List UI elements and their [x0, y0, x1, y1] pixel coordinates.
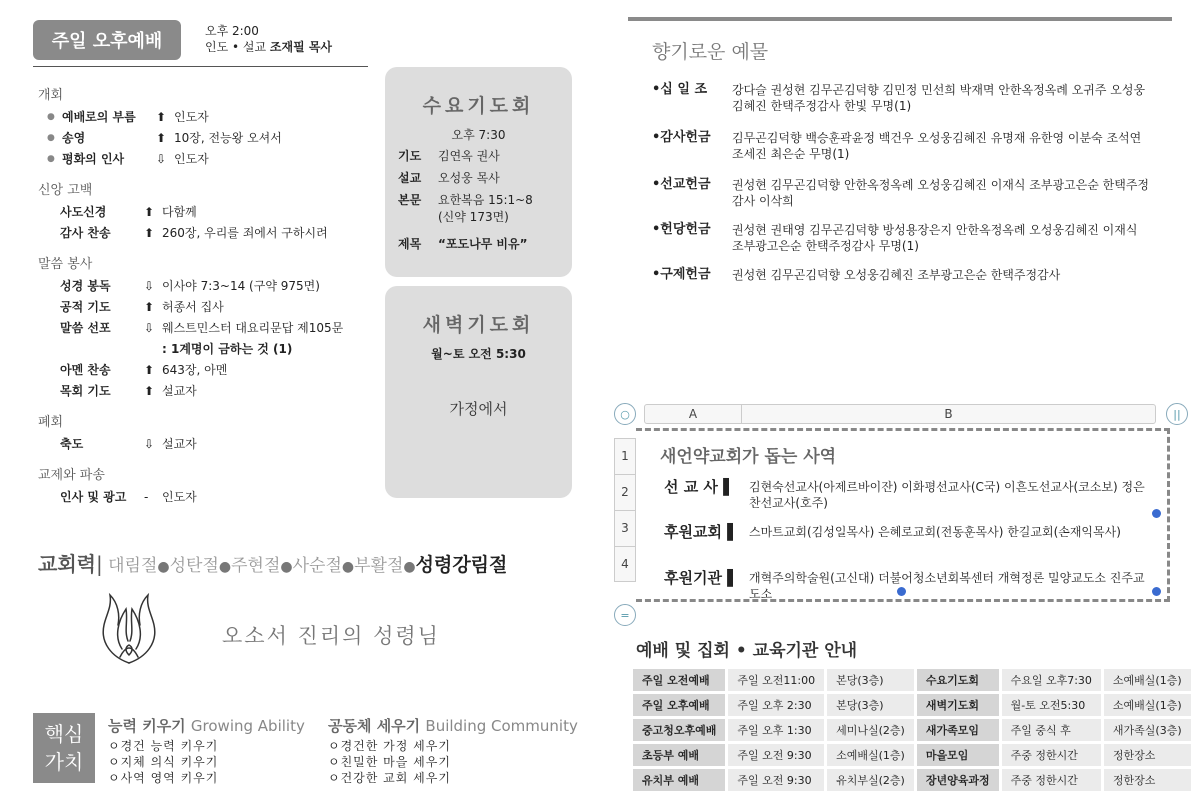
wednesday-row: 설교 오성웅 목사 — [398, 171, 500, 185]
order-item: 공적 기도 ⬆ 허종서 집사 — [60, 299, 224, 314]
core-value-title: 공동체 세우기 Building Community — [328, 717, 578, 735]
mission-title: 새언약교회가 돕는 사역 — [660, 447, 837, 467]
core-value-item: ㅇ경건한 가정 세우기 — [328, 739, 451, 753]
wednesday-time: 오후 7:30 — [451, 128, 506, 142]
church-calendar: 교회력| 대림절●성탄절●주현절●사순절●부활절●성령강림절 — [38, 552, 508, 576]
season: 부활절 — [354, 556, 404, 576]
order-of-service — [38, 84, 378, 507]
core-value-community — [328, 718, 578, 786]
row-headers — [614, 438, 636, 582]
core-value-ability — [108, 718, 305, 786]
mission-row: 후원기관 ▌ 개혁주의학술원(고신대) 더불어청소년회복센터 개혁정론 밀양교도소 진주교도소 — [664, 569, 1145, 601]
section-heading: 신앙 고백 — [38, 183, 93, 198]
core-value-item: ㅇ건강한 교회 세우기 — [328, 771, 451, 785]
dove-flame-icon — [92, 585, 166, 669]
service-info — [205, 23, 332, 55]
schedule-table — [630, 666, 1194, 794]
order-item: ● 예배로의 부름 ⬆ 인도자 — [47, 109, 209, 124]
order-item-continued: : 1계명이 금하는 것 (1) — [162, 342, 293, 356]
current-season: 성령강림절 — [415, 554, 508, 576]
schedule-title: 예배 및 집회 • 교육기관 안내 — [636, 641, 858, 661]
wednesday-prayer-box — [385, 67, 572, 277]
calendar-label: 교회력 — [38, 552, 96, 576]
section-heading: 개회 — [38, 88, 64, 103]
title-divider — [33, 66, 368, 67]
table-row: 주일 오후예배 주일 오후 2:30 본당(3층) 새벽기도회 월-토 오전5:30 소예배실(1층) — [633, 694, 1191, 716]
dawn-place: 가정에서 — [449, 400, 508, 418]
core-value-item: ㅇ경건 능력 키우기 — [108, 739, 219, 753]
service-title: 주일 오후예배 — [33, 20, 181, 60]
resize-dot-corner[interactable] — [1152, 587, 1161, 596]
order-item: 감사 찬송 ⬆ 260장, 우리를 죄에서 구하시려 — [60, 225, 328, 240]
wednesday-row: (신약 173면) — [438, 210, 509, 224]
order-item: 말씀 선포 ⇩ 웨스트민스터 대요리문답 제105문 — [60, 320, 344, 335]
table-row: 유치부 예배 주일 오전 9:30 유치부실(2층) 장년양육과정 주중 정한시간 정한장소 — [633, 769, 1191, 791]
table-row: 중고청오후예배 주일 오후 1:30 세미나실(2층) 새가족모임 주일 중식 후 새가족실(3층) — [633, 719, 1191, 741]
core-value-title: 능력 키우기 Growing Ability — [108, 717, 305, 735]
core-value-item: ㅇ사역 영역 키우기 — [108, 771, 219, 785]
mission-row: 후원교회 ▌ 스마트교회(김성일목사) 은혜로교회(전동훈목사) 한길교회(손재익목사) — [664, 523, 1121, 541]
dawn-prayer-box — [385, 286, 572, 498]
column-header-bar — [644, 404, 1156, 424]
wednesday-row: 제목 “포도나무 비유” — [398, 237, 528, 251]
order-item: 사도신경 ⬆ 다함께 — [60, 204, 197, 219]
order-item: 축도 ⇩ 설교자 — [60, 436, 197, 451]
wednesday-row: 기도 김연옥 권사 — [398, 149, 500, 163]
row-header[interactable]: 1 — [614, 438, 636, 474]
season: 사순절 — [292, 556, 342, 576]
offering-row: •감사헌금 김무곤김덕향 백승훈곽윤정 백건우 오성웅김혜진 유명재 유한영 이분숙 조석연 조세진 최은순 무명(1) — [652, 130, 1142, 161]
row-header[interactable]: 2 — [614, 474, 636, 510]
column-header-a[interactable]: A — [645, 405, 742, 423]
service-time: 오후 2:00 — [205, 24, 259, 38]
select-all-handle[interactable]: ○ — [614, 403, 636, 425]
order-item: ● 평화의 인사 ⇩ 인도자 — [47, 151, 209, 166]
service-leader: 인도 • 설교 조재필 목사 — [205, 40, 333, 54]
order-item: ● 송영 ⬆ 10장, 전능왕 오셔서 — [47, 130, 282, 145]
dawn-title: 새벽기도회 — [422, 314, 535, 336]
season: 성탄절 — [169, 556, 219, 576]
core-value-item: ㅇ친밀한 마을 세우기 — [328, 755, 451, 769]
order-item: 목회 기도 ⬆ 설교자 — [60, 383, 197, 398]
column-header-b[interactable]: B — [944, 407, 953, 421]
wednesday-title: 수요기도회 — [422, 95, 535, 117]
mission-row: 선 교 사 ▌ 김현숙선교사(아제르바이잔) 이화평선교사(C국) 이흔도선교사(코소보) 정은찬선교사(호주) — [664, 478, 1145, 510]
offering-row: •십 일 조 강다슬 권성현 김무곤김덕향 김민정 민선희 박재멱 안한옥정옥례 오귀주 오성웅김혜진 한택주정감사 한빛 무명(1) — [652, 82, 1146, 113]
order-item: 아멘 찬송 ⬆ 643장, 아멘 — [60, 362, 228, 377]
table-row: 초등부 예배 주일 오전 9:30 소예배실(1층) 마을모임 주중 정한시간 정한장소 — [633, 744, 1191, 766]
order-item: 성경 봉독 ⇩ 이사야 7:3~14 (구약 975면) — [60, 278, 320, 293]
season: 대림절 — [108, 556, 158, 576]
offering-row: •헌당헌금 권성현 권태영 김무곤김덕향 방성용장은지 안한옥정옥례 오성웅김혜진 이재식 조부광고은순 한택주정감사 무명(1) — [652, 222, 1138, 253]
section-heading: 폐회 — [38, 415, 64, 430]
season-motto: 오소서 진리의 성령님 — [222, 624, 440, 648]
table-row: 주일 오전예배 주일 오전11:00 본당(3층) 수요기도회 수요일 오후7:30 소예배실(1층) — [633, 669, 1191, 691]
wednesday-row: 본문 요한복음 15:1~8 — [398, 193, 533, 207]
row-resize-handle[interactable]: = — [614, 604, 636, 626]
dawn-time: 월~토 오전 5:30 — [431, 347, 526, 361]
row-header[interactable]: 3 — [614, 510, 636, 546]
right-top-rule — [628, 17, 1172, 21]
resize-dot-right[interactable] — [1152, 509, 1161, 518]
offering-row: •선교헌금 권성현 김무곤김덕향 안한옥정옥례 오성웅김혜진 이재식 조부광고은순 한택주정감사 이삭희 — [652, 177, 1150, 208]
core-values-label: 핵심 가치 — [33, 713, 95, 783]
leader-name: 조재필 목사 — [269, 40, 333, 54]
section-heading: 말씀 봉사 — [38, 257, 93, 272]
row-header[interactable]: 4 — [614, 546, 636, 582]
section-heading: 교제와 파송 — [38, 468, 105, 483]
season: 주현절 — [231, 556, 281, 576]
order-item: 인사 및 광고 - 인도자 — [60, 489, 197, 504]
core-value-item: ㅇ지체 의식 키우기 — [108, 755, 219, 769]
offering-row: •구제헌금 권성현 김무곤김덕향 오성웅김혜진 조부광고은순 한택주정감사 — [652, 267, 1061, 282]
column-resize-handle[interactable]: || — [1166, 403, 1188, 425]
offerings-title: 향기로운 예물 — [652, 41, 769, 63]
